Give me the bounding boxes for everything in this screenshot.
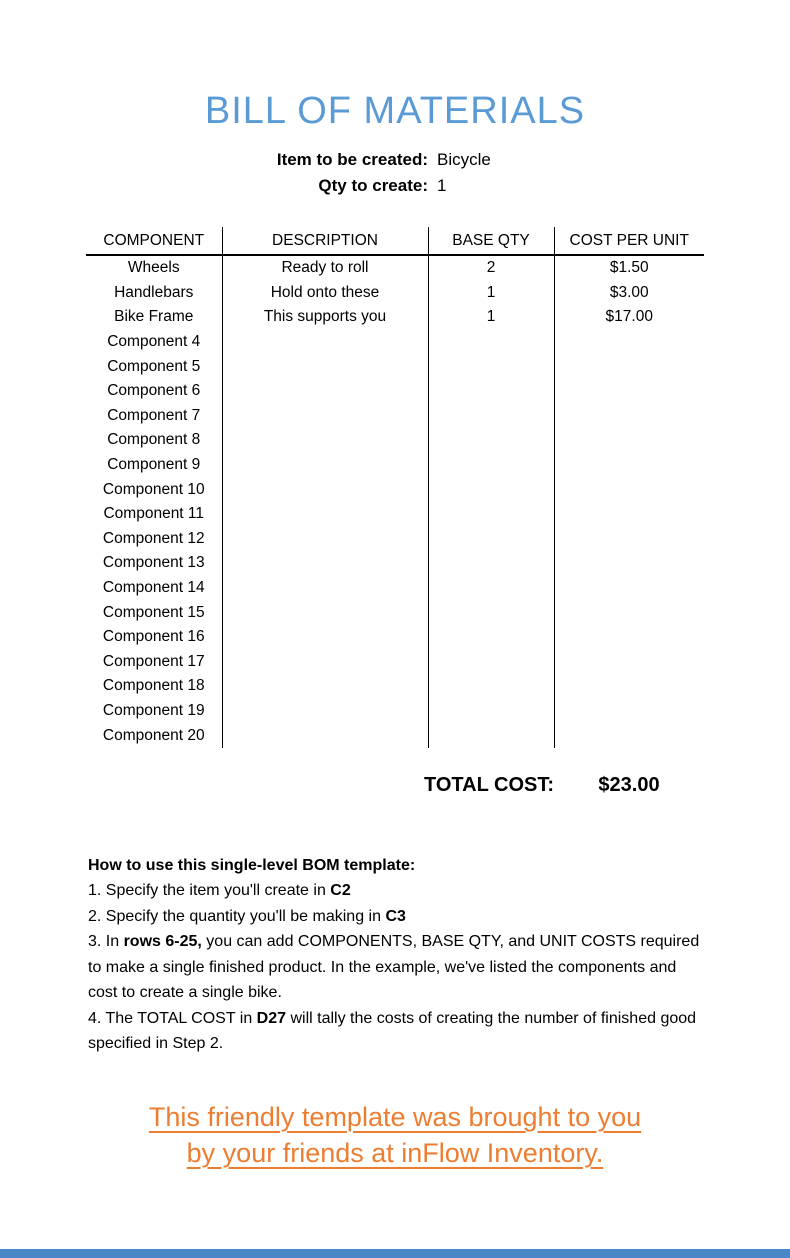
cell-qty [428, 551, 554, 576]
footer-credit [0, 1099, 790, 1171]
cell-qty: 1 [428, 281, 554, 306]
subheader [0, 147, 790, 199]
cell-cost: $1.50 [554, 255, 704, 281]
cell-description [222, 453, 428, 478]
item-to-create-value: Bicycle [437, 150, 491, 169]
cell-description [222, 379, 428, 404]
cell-cost [554, 453, 704, 478]
footer-line-2: by your friends at inFlow Inventory. [186, 1137, 604, 1168]
cell-description [222, 576, 428, 601]
cell-description [222, 428, 428, 453]
table-row [86, 354, 704, 379]
cell-cost [554, 650, 704, 675]
cell-qty [428, 527, 554, 552]
cell-qty [428, 650, 554, 675]
table-row [86, 699, 704, 724]
cell-qty: 1 [428, 305, 554, 330]
col-header-description: DESCRIPTION [222, 227, 428, 255]
col-header-cost-per-unit: COST PER UNIT [554, 227, 704, 255]
cell-component: Component 11 [103, 505, 205, 523]
cell-component: Bike Frame [114, 308, 194, 326]
cell-component: Component 20 [102, 726, 205, 744]
table-row [86, 404, 704, 429]
cell-description [222, 404, 428, 429]
cell-cost [554, 600, 704, 625]
cell-qty [428, 699, 554, 724]
table-row [86, 477, 704, 502]
cell-cost [554, 625, 704, 650]
cell-cost [554, 404, 704, 429]
table-row [86, 576, 704, 601]
cell-component: Wheels [127, 259, 180, 277]
instruction-line: 4. The TOTAL COST in D27 will tally the costs of creating the number of finished good specified in Step 2. [88, 1009, 697, 1053]
qty-to-create-line [0, 173, 790, 199]
cell-description: Hold onto these [222, 281, 428, 306]
cell-qty [428, 379, 554, 404]
total-cost-label: TOTAL COST: [424, 773, 554, 796]
cell-description: This supports you [222, 305, 428, 330]
cell-cost [554, 723, 704, 748]
cell-cost [554, 551, 704, 576]
instruction-line: 1. Specify the item you'll create in C2 [88, 882, 351, 900]
cell-component: Component 17 [102, 652, 205, 670]
cell-cost [554, 428, 704, 453]
item-to-create-line [0, 147, 790, 173]
cell-description [222, 502, 428, 527]
cell-component: Component 10 [102, 480, 205, 498]
cell-component: Component 8 [107, 431, 201, 449]
cell-qty [428, 354, 554, 379]
cell-description [222, 551, 428, 576]
col-header-component: COMPONENT [86, 227, 222, 255]
table-row [86, 453, 704, 478]
cell-description [222, 723, 428, 748]
cell-component: Component 14 [102, 579, 205, 597]
cell-component: Component 16 [102, 628, 205, 646]
footer-line-1: This friendly template was brought to you [148, 1101, 642, 1132]
cell-cost [554, 699, 704, 724]
cell-qty [428, 625, 554, 650]
cell-cost [554, 477, 704, 502]
cell-qty: 2 [428, 255, 554, 281]
table-row [86, 330, 704, 355]
bom-table [86, 227, 704, 748]
cell-cost [554, 354, 704, 379]
col-header-base-qty: BASE QTY [428, 227, 554, 255]
cell-description [222, 527, 428, 552]
cell-qty [428, 330, 554, 355]
table-row [86, 600, 704, 625]
instruction-line: 2. Specify the quantity you'll be making in C3 [88, 907, 406, 925]
instructions-section [88, 853, 706, 1057]
cell-component: Component 12 [102, 529, 205, 547]
cell-description [222, 674, 428, 699]
table-row [86, 527, 704, 552]
table-row [86, 551, 704, 576]
cell-qty [428, 600, 554, 625]
total-row [86, 774, 704, 797]
cell-qty [428, 502, 554, 527]
cell-component: Component 18 [102, 677, 205, 695]
cell-cost [554, 527, 704, 552]
qty-to-create-value: 1 [437, 176, 447, 195]
qty-to-create-label: Qty to create: [318, 176, 428, 195]
bom-table-header [86, 227, 704, 255]
cell-cost: $17.00 [554, 305, 704, 330]
cell-qty [428, 428, 554, 453]
cell-qty [428, 576, 554, 601]
table-row [86, 674, 704, 699]
cell-qty [428, 723, 554, 748]
cell-qty [428, 453, 554, 478]
header-row [86, 227, 704, 255]
table-row [86, 305, 704, 330]
cell-cost: $3.00 [554, 281, 704, 306]
cell-cost [554, 502, 704, 527]
cell-description [222, 330, 428, 355]
cell-qty [428, 404, 554, 429]
page-title: BILL OF MATERIALS [204, 90, 586, 132]
table-row [86, 255, 704, 281]
cell-cost [554, 330, 704, 355]
cell-description [222, 477, 428, 502]
table-row [86, 428, 704, 453]
cell-qty [428, 477, 554, 502]
table-row [86, 650, 704, 675]
instruction-line: 3. In rows 6-25, you can add COMPONENTS, BASE QTY, and UNIT COSTS required to make a single finished product. In the example, we've listed the components and cost to create a single bike. [88, 933, 700, 1002]
cell-description [222, 625, 428, 650]
cell-description [222, 354, 428, 379]
cell-component: Component 19 [102, 701, 205, 719]
cell-component: Component 9 [107, 456, 201, 474]
cell-component: Handlebars [114, 283, 194, 301]
cell-description: Ready to roll [222, 255, 428, 281]
table-row [86, 379, 704, 404]
cell-description [222, 699, 428, 724]
total-cost-value: $23.00 [598, 773, 660, 796]
item-to-create-label: Item to be created: [276, 150, 428, 169]
cell-qty [428, 674, 554, 699]
cell-cost [554, 674, 704, 699]
table-row [86, 502, 704, 527]
table-row [86, 281, 704, 306]
bottom-bar [0, 1249, 790, 1258]
cell-component: Component 13 [102, 554, 205, 572]
cell-component: Component 7 [107, 406, 201, 424]
cell-component: Component 5 [107, 357, 201, 375]
cell-component: Component 4 [107, 333, 201, 351]
cell-component: Component 15 [102, 603, 205, 621]
bom-table-body [86, 255, 704, 748]
table-row [86, 625, 704, 650]
cell-cost [554, 576, 704, 601]
instructions-heading: How to use this single-level BOM template: [88, 856, 416, 874]
table-row [86, 723, 704, 748]
instruction-lines [88, 878, 706, 1057]
cell-description [222, 600, 428, 625]
cell-cost [554, 379, 704, 404]
cell-description [222, 650, 428, 675]
cell-component: Component 6 [107, 382, 201, 400]
